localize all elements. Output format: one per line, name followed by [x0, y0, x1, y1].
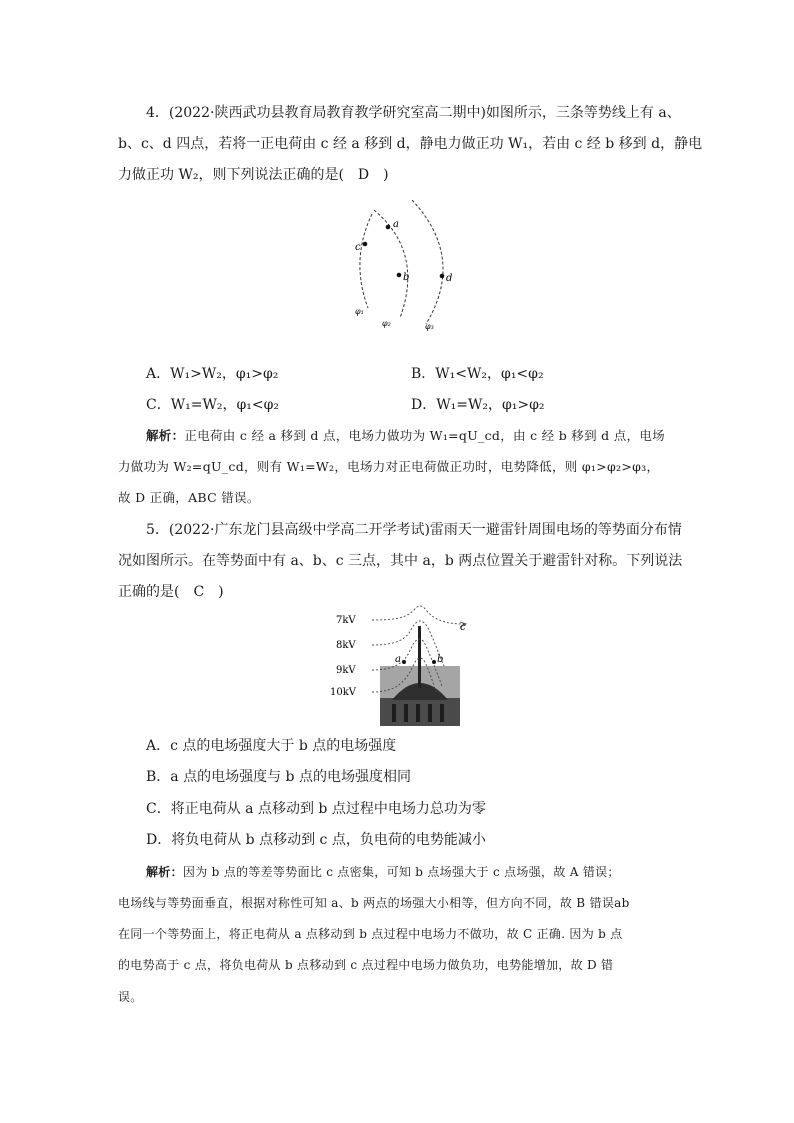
equipotential-8kv	[372, 621, 444, 666]
q4-stem-line-3: 力做正功 W₂，则下列说法正确的是( D )	[118, 167, 389, 183]
q4-analysis-label: 解析：	[146, 428, 185, 443]
label-b: b	[403, 272, 410, 283]
label-c: c	[460, 622, 466, 633]
label-10kv: 10kV	[330, 687, 357, 698]
label-a: a	[393, 219, 399, 230]
q4-option-d: D．W₁=W₂，φ₁>φ₂	[411, 397, 545, 413]
label-phi3: φ₃	[425, 322, 434, 331]
point-d	[440, 274, 445, 279]
point-a	[402, 660, 406, 664]
q5-analysis-line-3: 在同一个等势面上，将正电荷从 a 点移动到 b 点过程中电场力不做功，故 C 正确. 因为 b 点	[118, 927, 623, 941]
q4-option-c: C．W₁=W₂，φ₁<φ₂	[146, 397, 280, 413]
q5-option-c: C．将正电荷从 a 点移动到 b 点过程中电场力总功为零	[146, 801, 486, 817]
q5-analysis-text-1: 因为 b 点的等差等势面比 c 点密集，可知 b 点场强大于 c 点场强，故 A 错误；	[182, 865, 620, 879]
q5-lightning-rod-figure	[326, 600, 476, 730]
q5-stem-line-2: 况如图所示。在等势面中有 a、b、c 三点，其中 a，b 两点位置关于避雷针对称。下列说法	[118, 553, 683, 569]
point-a	[386, 225, 391, 230]
equipotential-line-3	[412, 200, 443, 324]
q4-option-a: A．W₁>W₂，φ₁>φ₂	[146, 366, 279, 382]
label-phi2: φ₂	[382, 319, 391, 328]
lightning-rod	[418, 626, 421, 688]
q5-option-a: A．c 点的电场强度大于 b 点的电场强度	[146, 738, 397, 754]
point-b	[432, 660, 436, 664]
q4-analysis-line-1	[146, 426, 706, 446]
q4-analysis-line-2: 力做功为 W₂=qU_cd，则有 W₁=W₂，电场力对正电荷做正功时，电势降低，则 φ₁>φ₂>φ₃，	[118, 459, 660, 474]
label-8kv: 8kV	[336, 640, 356, 651]
label-phi1: φ₁	[355, 307, 364, 316]
q5-analysis-line-5: 误。	[118, 990, 143, 1004]
q5-analysis-label: 解析：	[146, 865, 183, 879]
label-b: b	[437, 654, 444, 665]
label-9kv: 9kV	[336, 665, 356, 676]
label-a: a	[395, 654, 401, 665]
label-c: c	[355, 242, 361, 253]
q5-analysis-line-4: 的电势高于 c 点，将负电荷从 b 点移动到 c 点过程中电场力做负功，电势能增加，故 D 错	[118, 958, 614, 972]
q5-option-b: B．a 点的电场强度与 b 点的电场强度相同	[146, 769, 411, 785]
point-c	[363, 242, 368, 247]
label-d: d	[446, 273, 453, 284]
equipotential-line-2	[374, 210, 408, 318]
q4-equipotential-figure	[340, 200, 480, 340]
q5-stem-line-1: 5．(2022·广东龙门县高级中学高二开学考试)雷雨天一避雷针周围电场的等势面分布情	[146, 522, 682, 538]
q5-stem-line-3: 正确的是( C )	[118, 584, 224, 600]
q5-option-d: D．将负电荷从 b 点移动到 c 点，负电荷的电势能减小	[146, 832, 486, 848]
q4-analysis-text-1: 正电荷由 c 经 a 移到 d 点，电场力做功为 W₁=qU_cd，由 c 经 b 移到 d 点，电场	[184, 428, 665, 443]
q4-option-b: B．W₁<W₂，φ₁<φ₂	[411, 366, 544, 382]
label-7kv: 7kV	[336, 615, 356, 626]
q4-analysis-line-3: 故 D 正确，ABC 错误。	[118, 490, 260, 505]
q5-analysis-line-2: 电场线与等势面垂直，根据对称性可知 a、b 两点的场强大小相等，但方向不同，故 B 错误ab	[118, 896, 630, 910]
equipotential-7kv	[372, 606, 464, 624]
q5-analysis-line-1	[146, 862, 706, 882]
q4-stem-line-2: b、c、d 四点，若将一正电荷由 c 经 a 移到 d，静电力做正功 W₁，若由 c 经 b 移到 d，静电	[118, 136, 703, 152]
equipotential-line-1	[360, 214, 372, 308]
point-b	[397, 273, 402, 278]
q4-stem-line-1: 4．(2022·陕西武功县教育局教育教学研究室高二期中)如图所示，三条等势线上有 a、	[146, 105, 681, 121]
